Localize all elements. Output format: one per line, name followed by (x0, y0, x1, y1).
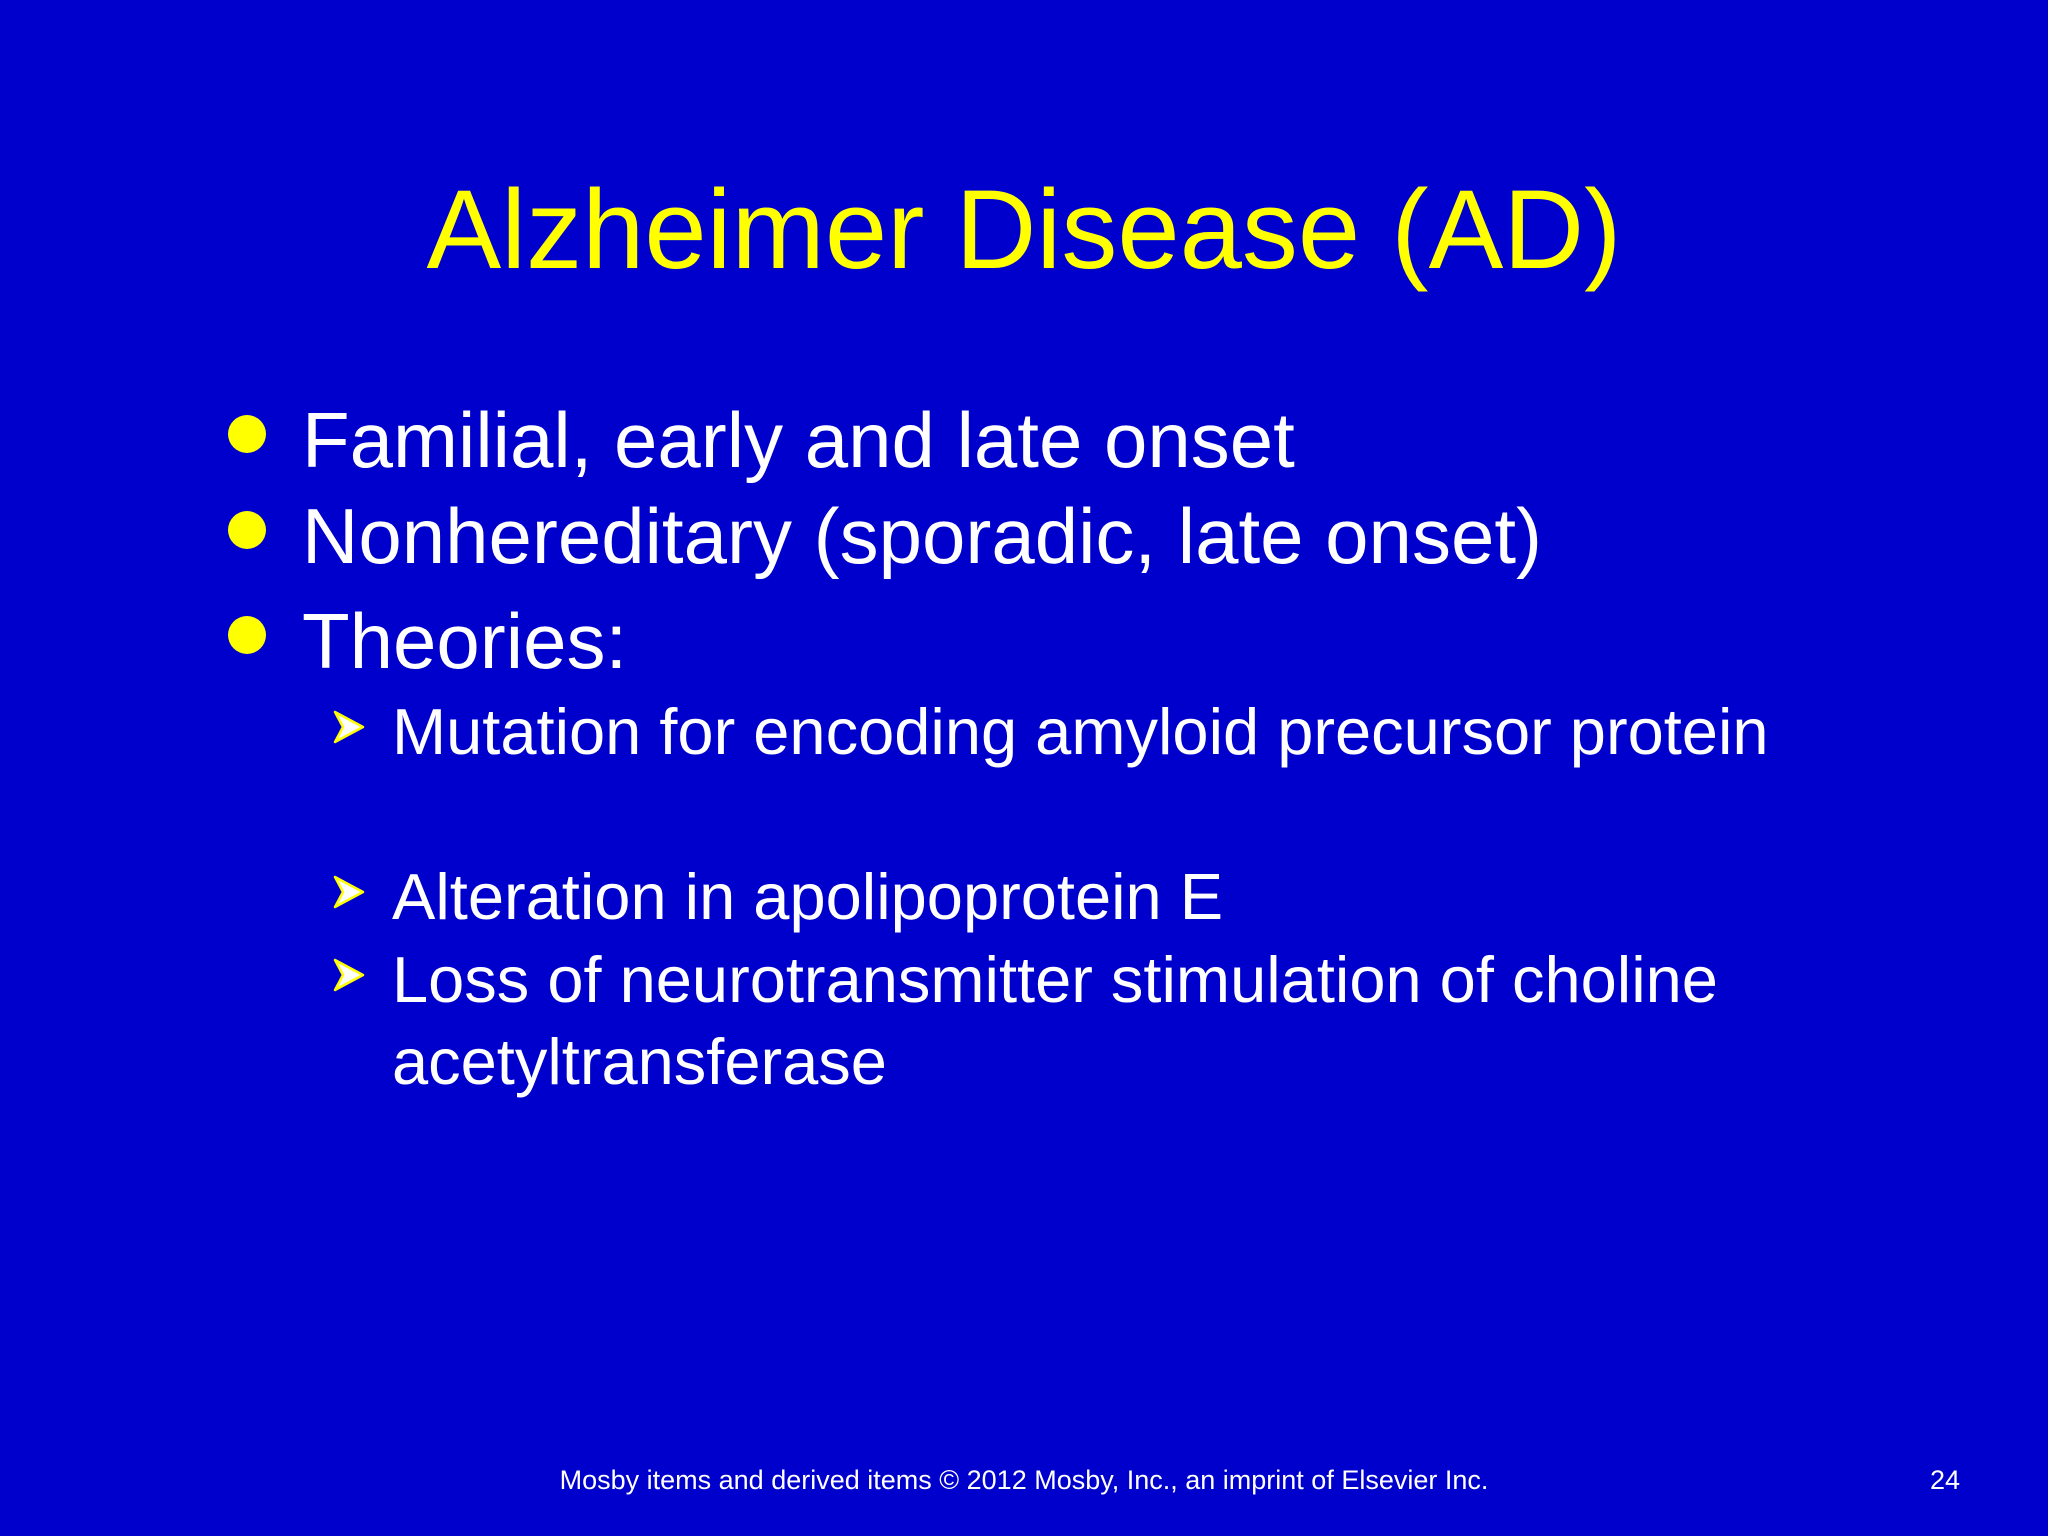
slide-title: Alzheimer Disease (AD) (426, 167, 1622, 292)
arrow-bullet-icon (332, 874, 366, 910)
slide-number: 24 (1929, 1465, 1960, 1495)
bullet-item (0, 596, 2048, 686)
sub-bullet-text: Loss of neurotransmitter stimulation of choline acetyltransferase (392, 943, 1718, 1098)
bullet-text: Theories: (302, 597, 628, 685)
bullet-dot-icon (228, 415, 266, 453)
sub-bullet-text: Mutation for encoding amyloid precursor protein (392, 695, 1769, 768)
bullet-dot-icon (228, 616, 266, 654)
bullet-item (0, 491, 2048, 581)
copyright-footer: Mosby items and derived items © 2012 Mosby, Inc., an imprint of Elsevier Inc. (559, 1465, 1489, 1495)
sub-bullet-text: Alteration in apolipoprotein E (392, 860, 1224, 933)
arrow-bullet-icon (332, 709, 366, 745)
bullet-dot-icon (228, 511, 266, 549)
bullet-text: Familial, early and late onset (302, 396, 1295, 484)
bullet-item (0, 395, 2048, 485)
arrow-bullet-icon (332, 957, 366, 993)
bullet-text: Nonhereditary (sporadic, late onset) (302, 492, 1542, 580)
